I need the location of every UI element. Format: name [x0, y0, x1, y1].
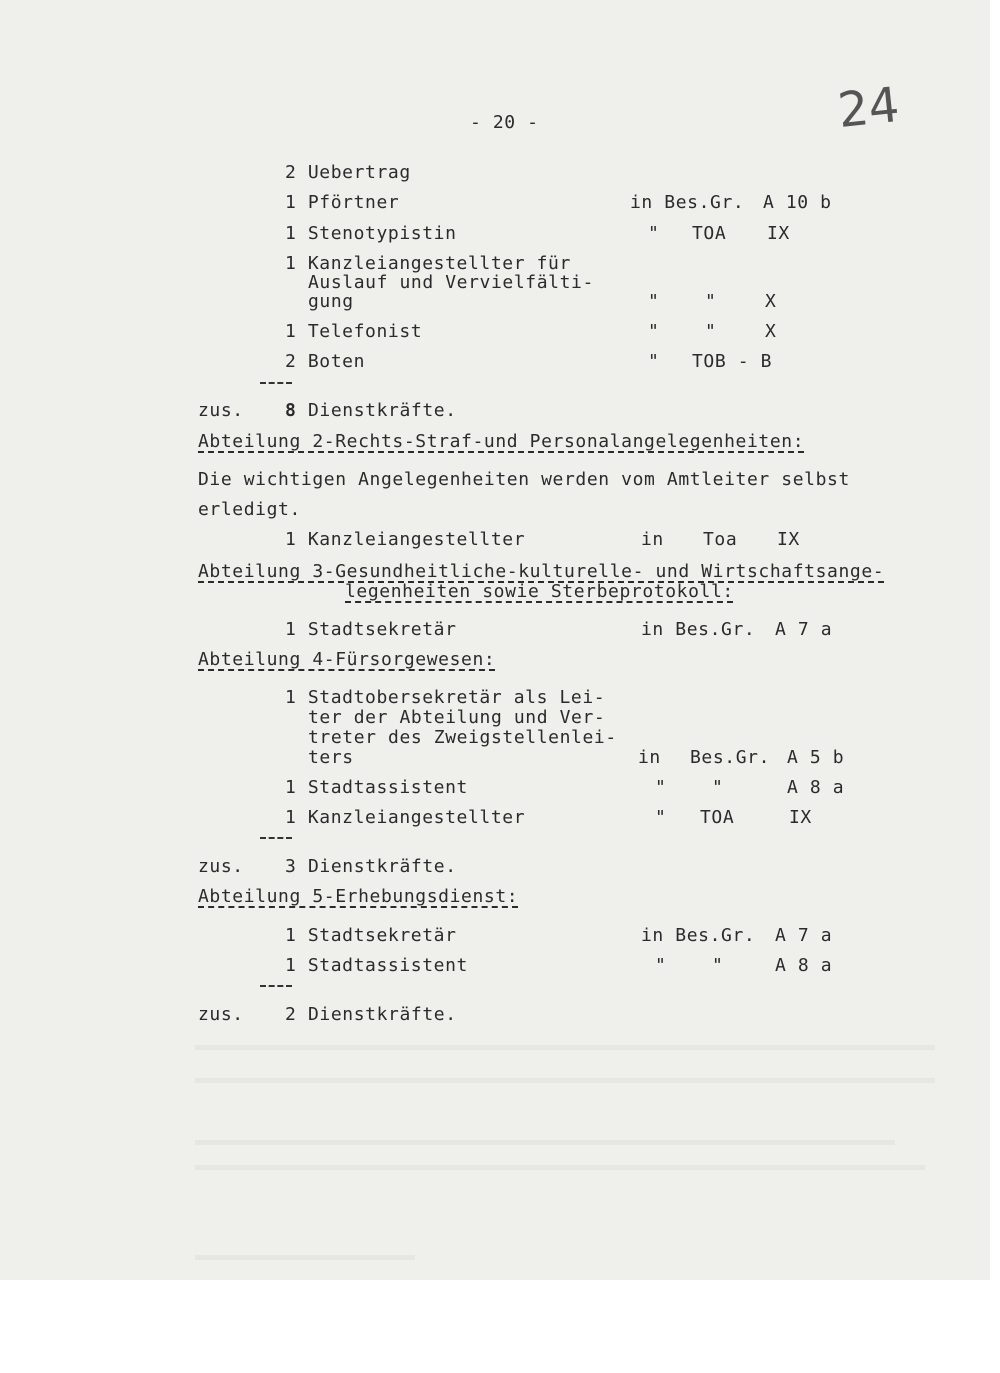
bleed-through-line [195, 1165, 925, 1170]
dept2-row-grade: IX [777, 529, 800, 550]
row-boten-tariff: TOB - B [692, 351, 773, 372]
row-stenotypistin: 1 Stenotypistin [285, 223, 457, 244]
dept4-row1-grade: A 5 b [787, 747, 845, 768]
dept4-total-text: Dienstkräfte. [308, 856, 457, 877]
dept4-row2-ditto1: " [655, 777, 667, 798]
dept4-row3-ditto: " [655, 807, 667, 828]
dept4-sum-rule [260, 837, 292, 839]
dept5-row1-name: 1 Stadtsekretär [285, 925, 457, 946]
dept3-row-name: 1 Stadtsekretär [285, 619, 457, 640]
dept4-row3-name: 1 Kanzleiangestellter [285, 807, 526, 828]
row-telefonist-grade: X [765, 321, 777, 342]
dept4-row1-line4: ters [308, 747, 354, 768]
dept5-row1-grade: A 7 a [775, 925, 833, 946]
row-pfoertner: 1 Pförtner [285, 192, 400, 213]
handwritten-folio-mark: 24 [835, 76, 902, 140]
dept3-heading-line2: legenheiten sowie Sterbeprotokoll: [345, 581, 734, 602]
dept4-row2-name: 1 Stadtassistent [285, 777, 468, 798]
dept4-heading: Abteilung 4-Fürsorgewesen: [198, 649, 496, 670]
dept4-total-number: 3 [285, 856, 297, 877]
row-kanzlei-ditto1: " [648, 291, 660, 312]
dept2-heading: Abteilung 2-Rechts-Straf-und Personalangelegenheiten: [198, 431, 805, 452]
row-stenotypistin-tariff: TOA [692, 223, 727, 244]
dept4-row1-line3: treter des Zweigstellenlei- [308, 727, 617, 748]
row-stenotypistin-ditto: " [648, 223, 660, 244]
dept5-row2-name: 1 Stadtassistent [285, 955, 468, 976]
bleed-through-line [195, 1255, 415, 1260]
row-telefonist-ditto2: " [705, 321, 717, 342]
row-kanzlei-grade: X [765, 291, 777, 312]
dept4-row3-tariff: TOA [700, 807, 735, 828]
dept4-row2-ditto2: " [712, 777, 724, 798]
dept5-row1-group: in Bes.Gr. [641, 925, 756, 946]
dept5-sum-rule [260, 985, 292, 987]
row-boten-ditto: " [648, 351, 660, 372]
dept3-row-group: in Bes.Gr. [641, 619, 756, 640]
dept5-total-number: 2 [285, 1004, 297, 1025]
dept2-row-tariff: Toa [703, 529, 738, 550]
page-number: - 20 - [470, 112, 539, 133]
total-number: 8 [285, 400, 297, 421]
dept5-total-text: Dienstkräfte. [308, 1004, 457, 1025]
dept4-row1-group: Bes.Gr. [690, 747, 771, 768]
row-telefonist-ditto1: " [648, 321, 660, 342]
dept2-row-name: 1 Kanzleiangestellter [285, 529, 526, 550]
dept2-text-line2: erledigt. [198, 499, 301, 520]
row-boten: 2 Boten [285, 351, 366, 372]
row-stenotypistin-grade: IX [767, 223, 790, 244]
row-kanzlei-ditto2: " [705, 291, 717, 312]
total-text: Dienstkräfte. [308, 400, 457, 421]
row-pfoertner-grade: A 10 b [763, 192, 832, 213]
row-kanzlei-line1: 1 Kanzleiangestellter für [285, 253, 571, 274]
bleed-through-line [195, 1078, 935, 1083]
transfer-label: 2 Uebertrag [285, 162, 411, 183]
dept5-row2-ditto2: " [712, 955, 724, 976]
bleed-through-line [195, 1045, 935, 1050]
row-pfoertner-group: in Bes.Gr. [630, 192, 745, 213]
dept5-total-prefix: zus. [198, 1004, 244, 1025]
dept4-row1-line2: ter der Abteilung und Ver- [308, 707, 606, 728]
dept5-heading: Abteilung 5-Erhebungsdienst: [198, 886, 519, 907]
dept4-row3-grade: IX [789, 807, 812, 828]
dept5-row2-grade: A 8 a [775, 955, 833, 976]
row-kanzlei-line2: Auslauf und Vervielfälti- [308, 272, 594, 293]
row-kanzlei-line3: gung [308, 291, 354, 312]
dept2-row-in: in [641, 529, 664, 550]
row-telefonist: 1 Telefonist [285, 321, 423, 342]
dept4-total-prefix: zus. [198, 856, 244, 877]
dept2-text-line1: Die wichtigen Angelegenheiten werden vom Amtleiter selbst [198, 469, 850, 490]
dept4-row1-in: in [638, 747, 661, 768]
dept4-row2-grade: A 8 a [787, 777, 845, 798]
dept3-heading-line1: Abteilung 3-Gesundheitliche-kulturelle- und Wirtschaftsange- [198, 561, 885, 582]
total-prefix: zus. [198, 400, 244, 421]
bleed-through-line [195, 1140, 895, 1145]
dept4-row1-line1: 1 Stadtobersekretär als Lei- [285, 687, 606, 708]
sum-rule [260, 382, 292, 384]
dept5-row2-ditto1: " [655, 955, 667, 976]
dept3-row-grade: A 7 a [775, 619, 833, 640]
